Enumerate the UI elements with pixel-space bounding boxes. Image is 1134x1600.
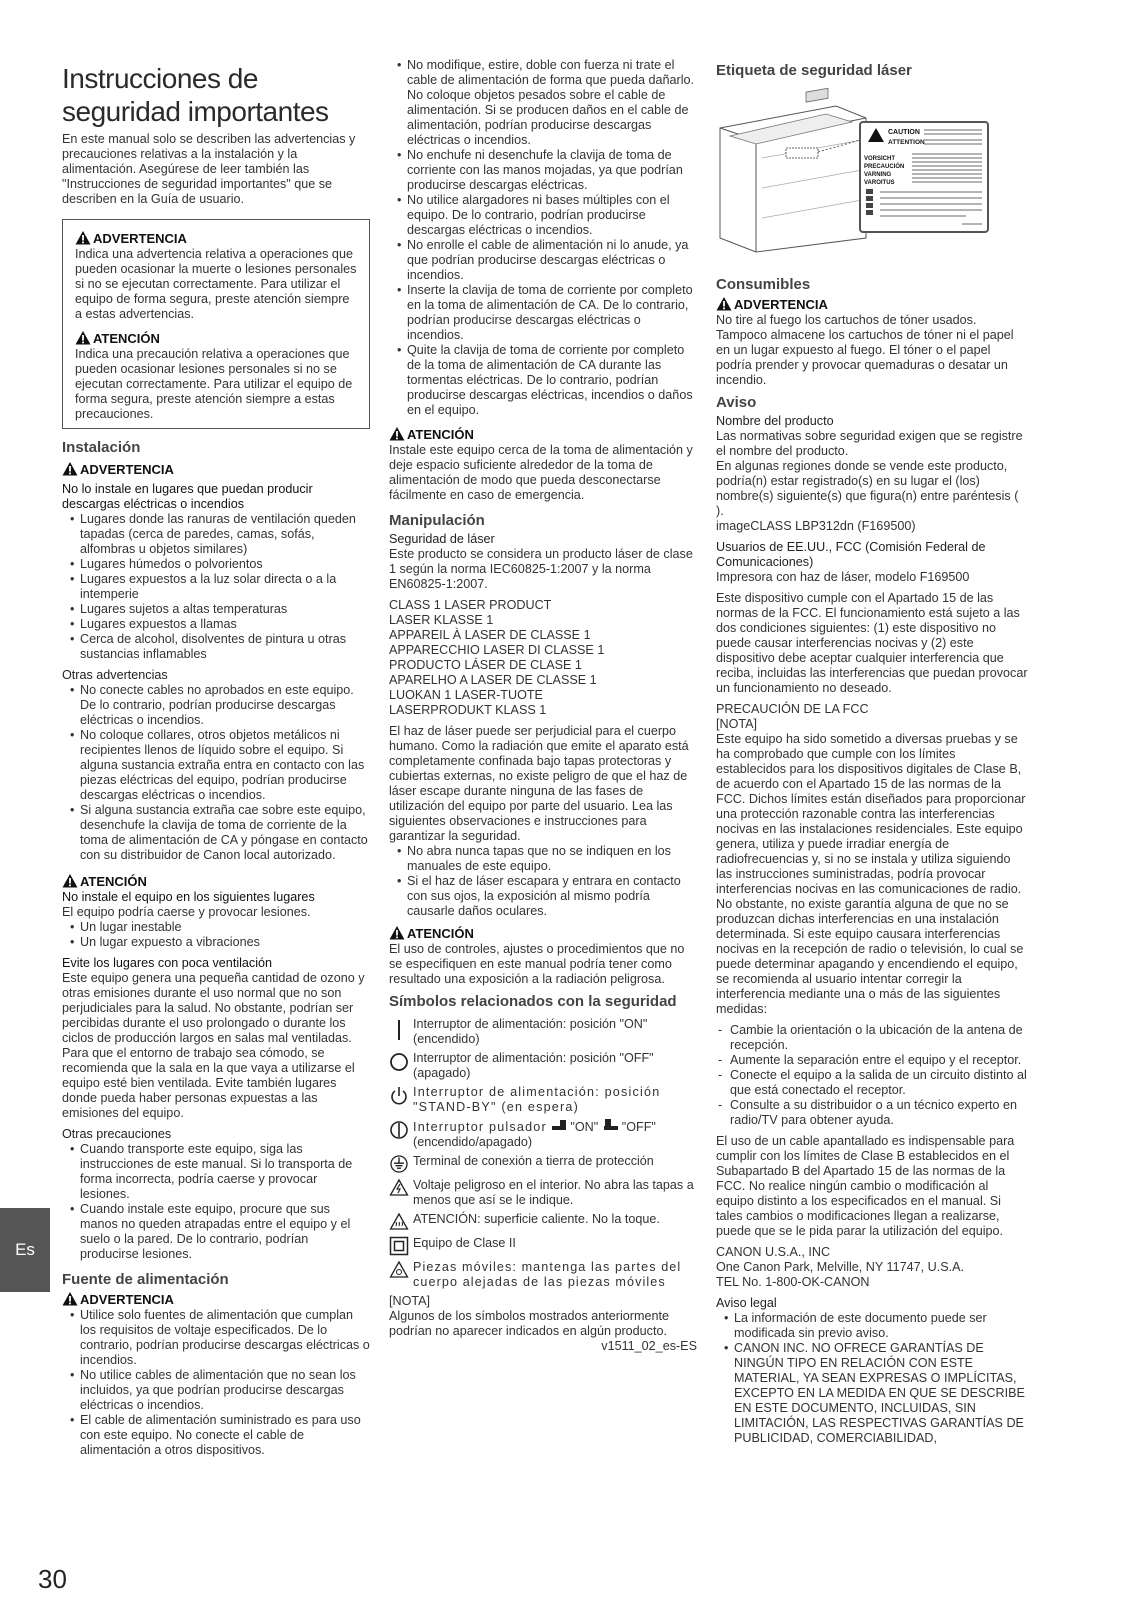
subheading: Evite los lugares con poca ventilación: [62, 956, 273, 970]
subheading: Aviso legal: [716, 1296, 777, 1310]
note-label: [NOTA]: [389, 1294, 431, 1308]
paragraph: Este equipo genera una pequeña cantidad de ozono y otras emisiones durante el uso normal que no son perjudiciales para la salud. No obstante, podrían ser percibidas durante el uso prolongado o durante los ciclos de producción largos en salas mal ventiladas. Para que el entorno de trabajo sea cómodo, se recomienda que la sala en la que vaya a utilizarse el equipo esté bien ventilada. Evite también lugares donde pueda haber personas expuestas a las emisiones del equipo.: [62, 971, 365, 1120]
laser-label-illustration: [716, 88, 992, 253]
warning-heading: ADVERTENCIA: [716, 296, 1028, 312]
laser-class-line: APPAREIL À LASER DE CLASSE 1: [389, 628, 591, 642]
caution-heading: ATENCIÓN: [75, 330, 357, 346]
list-item: • CANON INC. NO OFRECE GARANTÍAS DE NINGÚN TIPO EN RELACIÓN CON ESTE MATERIAL, YA SEAN EXPRESAS O IMPLÍCITAS, EXCEPTO EN LA MEDIDA EN QUE SE DESCRIBE EN ESTE DOCUMENTO, INCLUIDAS, SIN LIMITACIÓN, LAS RESPECTIVAS GARANTÍAS DE PUBLICIDAD, COMERCIABILIDAD,: [716, 1341, 1028, 1446]
laser-class-line: CLASS 1 LASER PRODUCT: [389, 598, 552, 612]
symbol-row: Interruptor de alimentación: posición "ON" (encendido): [389, 1017, 697, 1047]
symbol-row: Interruptor de alimentación: posición "OFF" (apagado): [389, 1051, 697, 1081]
list-item: • El cable de alimentación suministrado es para uso con este equipo. No conecte el cable de alimentación a otros dispositivos.: [62, 1413, 370, 1458]
handling-list: [389, 844, 697, 919]
subheading: Nombre del producto: [716, 414, 834, 428]
label-attention: ATTENTION: [888, 139, 925, 146]
symbol-row: Equipo de Clase II: [389, 1236, 697, 1256]
intro-text: En este manual solo se describen las advertencias y precauciones relativas a la instalación y la alimentación. Asegúrese de leer también las "Instrucciones de seguridad importantes" que se describen en la Guía de usuario.: [62, 132, 356, 206]
label-caution: CAUTION: [888, 129, 920, 136]
list-item: - Consulte a su distribuidor o a un técnico experto en radio/TV para obtener ayuda.: [716, 1098, 1028, 1128]
laser-class-line: APARELHO A LASER DE CLASSE 1: [389, 673, 597, 687]
caution-icon: [62, 873, 78, 889]
list-item: • No modifique, estire, doble con fuerza ni trate el cable de alimentación de forma que pueda dañarlo. No coloque objetos pesados sobre el cable de alimentación. Si se producen daños en el cable de alimentación, podrían producirse descargas eléctricas o incendios.: [389, 58, 697, 148]
symbol-row: Interruptor pulsador "ON" "OFF" (encendido/apagado): [389, 1119, 697, 1150]
list-item: • Cuando instale este equipo, procure que sus manos no queden atrapadas entre el equipo y el suelo o la pared. De lo contrario, podrían producirse lesiones.: [62, 1202, 370, 1262]
laser-class-line: LASER KLASSE 1: [389, 613, 494, 627]
list-item: - Conecte el equipo a la salida de un circuito distinto al que está conectado el receptor.: [716, 1068, 1028, 1098]
power-list-continued: [389, 58, 697, 418]
subheading: Seguridad de láser: [389, 532, 495, 546]
list-item: • No enchufe ni desenchufe la clavija de toma de corriente con las manos mojadas, ya que podrían producirse descargas eléctricas.: [389, 148, 697, 193]
list-item: • Utilice solo fuentes de alimentación que cumplan los requisitos de voltaje especificados. De lo contrario, podrían producirse descargas eléctricas o incendios.: [62, 1308, 370, 1368]
laser-class-list: [389, 598, 697, 718]
caution-heading: ATENCIÓN: [62, 873, 370, 889]
standby-icon: [389, 1085, 409, 1107]
list-item: • Quite la clavija de toma de corriente por completo de la toma de alimentación de CA durante las tormentas eléctricas. De lo contrario, podrían producirse descargas eléctricas, incendios o daños en el equipo.: [389, 343, 697, 418]
install-list-3: [62, 920, 370, 950]
section-heading-handling: Manipulación: [389, 512, 485, 529]
label-lang: VARNING: [864, 172, 892, 178]
subheading: Otras precauciones: [62, 1127, 172, 1141]
power-on-icon: [390, 1017, 408, 1043]
warning-description: Indica una advertencia relativa a operaciones que pueden ocasionar la muerte o lesiones personales si no se ejecutan correctamente. Para utilizar el equipo de forma segura, preste atención siempre a estas advertencias.: [75, 247, 357, 321]
list-item: • Cerca de alcohol, disolventes de pintura u otras sustancias inflamables: [62, 632, 370, 662]
high-voltage-icon: [389, 1178, 409, 1198]
note-label: [NOTA]: [716, 717, 758, 731]
list-item: - Aumente la separación entre el equipo y el receptor.: [716, 1053, 1028, 1068]
earth-ground-icon: [389, 1154, 409, 1174]
list-item: • Lugares donde las ranuras de ventilación queden tapadas (cerca de paredes, camas, sofás, alfombras u objetos similares): [62, 512, 370, 557]
model-name: imageCLASS LBP312dn (F169500): [716, 519, 916, 533]
warning-icon: [62, 461, 78, 477]
paragraph: El uso de controles, ajustes o procedimientos que no se especifiquen en este manual podría tener como resultado una exposición a la radiación peligrosa.: [389, 942, 685, 986]
legend-box: [62, 219, 370, 429]
version-text: v1511_02_es-ES: [601, 1339, 697, 1353]
list-item: • Lugares sujetos a altas temperaturas: [62, 602, 370, 617]
list-item: • No coloque collares, otros objetos metálicos ni recipientes llenos de líquido sobre el equipo. Si alguna sustancia extraña entra en contacto con las piezas eléctricas del equipo, podrían producirse descargas eléctricas o incendios.: [62, 728, 370, 803]
label-lang: PRECAUCIÓN: [864, 164, 905, 170]
symbol-row: ATENCIÓN: superficie caliente. No la toque.: [389, 1212, 697, 1232]
list-item: • No abra nunca tapas que no se indiquen en los manuales de este equipo.: [389, 844, 697, 874]
laser-class-line: APPARECCHIO LASER DI CLASSE 1: [389, 643, 605, 657]
list-item: • No utilice alargadores ni bases múltiples con el equipo. De lo contrario, podrían producirse descargas eléctricas o incendios.: [389, 193, 697, 238]
paragraph: Las normativas sobre seguridad exigen que se registre el nombre del producto. En algunas regiones donde se vende este producto, podría(n) estar registrado(s) en su lugar el (los) nombre(s) siguiente(s) que figura(n) entre paréntesis ( ).: [716, 429, 1023, 518]
list-item: • No utilice cables de alimentación que no sean los incluidos, ya que podrían producirse descargas eléctricas o incendios.: [62, 1368, 370, 1413]
push-switch-icon: [389, 1119, 409, 1141]
fcc-caution-heading: PRECAUCIÓN DE LA FCC: [716, 702, 869, 716]
switch-off-icon: [602, 1119, 622, 1131]
warning-icon: [716, 296, 732, 312]
section-heading-consumables: Consumibles: [716, 276, 811, 293]
list-item: • Lugares húmedos o polvorientos: [62, 557, 370, 572]
list-item: • No conecte cables no aprobados en este equipo. De lo contrario, podrían producirse descargas eléctricas o incendios.: [62, 683, 370, 728]
caution-heading: ATENCIÓN: [389, 426, 697, 442]
caution-icon: [75, 330, 91, 346]
address: CANON U.S.A., INC One Canon Park, Melville, NY 11747, U.S.A. TEL No. 1-800-OK-CANON: [716, 1245, 965, 1289]
section-heading-power: Fuente de alimentación: [62, 1271, 229, 1288]
caution-icon: [389, 925, 405, 941]
symbol-row: Terminal de conexión a tierra de protección: [389, 1154, 697, 1174]
paragraph: Instale este equipo cerca de la toma de alimentación y deje espacio suficiente alrededor de la toma de alimentación de modo que pueda desconectarse fácilmente en caso de emergencia.: [389, 443, 693, 502]
list-item: • Cuando transporte este equipo, siga las instrucciones de este manual. Si lo transporta de forma incorrecta, podría caerse y provocar lesiones.: [62, 1142, 370, 1202]
moving-parts-icon: [389, 1260, 409, 1280]
list-item: • Si el haz de láser escapara y entrara en contacto con sus ojos, la exposición al mismo podría causarle daños oculares.: [389, 874, 697, 919]
install-list-1: [62, 512, 370, 662]
caution-heading: ATENCIÓN: [389, 925, 697, 941]
caution-icon: [389, 426, 405, 442]
list-item: • Un lugar inestable: [62, 920, 370, 935]
column-left: [62, 58, 370, 1464]
paragraph: El uso de un cable apantallado es indispensable para cumplir con los límites de Clase B establecidos en el Subapartado B del Apartado 15 de las normas de la FCC. No realice ningún cambio o modificación al equipo distinto a los especificados en el manual. Si tales cambios o modificaciones llegan a realizarse, puede que se le pida parar la utilización del equipo.: [716, 1134, 1015, 1238]
section-heading-notice: Aviso: [716, 394, 757, 411]
page-number: 30: [38, 1564, 67, 1594]
laser-class-line: LASERPRODUKT KLASS 1: [389, 703, 547, 717]
paragraph: El equipo podría caerse y provocar lesiones.: [62, 905, 311, 919]
warning-heading: ADVERTENCIA: [75, 230, 357, 246]
warning-heading: ADVERTENCIA: [62, 461, 370, 477]
section-heading-symbols: Símbolos relacionados con la seguridad: [389, 993, 677, 1010]
list-item: • No enrolle el cable de alimentación ni lo anude, ya que podrían producirse descargas eléctricas o incendios.: [389, 238, 697, 283]
subheading: No instale el equipo en los siguientes lugares: [62, 890, 315, 904]
section-heading-installation: Instalación: [62, 439, 141, 456]
section-heading-laser-label: Etiqueta de seguridad láser: [716, 62, 912, 79]
install-list-2: [62, 683, 370, 863]
page-title: Instrucciones de seguridad importantes: [62, 63, 329, 127]
install-list-5: [62, 1142, 370, 1262]
subheading: Otras advertencias: [62, 668, 168, 682]
legal-list: [716, 1311, 1028, 1446]
language-tab: Es: [0, 1208, 50, 1292]
column-right: [716, 58, 1028, 1452]
paragraph: Impresora con haz de láser, modelo F169500: [716, 570, 970, 584]
list-item: • Lugares expuestos a la luz solar directa o a la intemperie: [62, 572, 370, 602]
symbol-row: Voltaje peligroso en el interior. No abra las tapas a menos que así se le indique.: [389, 1178, 697, 1208]
subheading: Usuarios de EE.UU., FCC (Comisión Federal de Comunicaciones): [716, 540, 986, 569]
list-item: • Lugares expuestos a llamas: [62, 617, 370, 632]
note-text: Algunos de los símbolos mostrados anteriormente podrían no aparecer indicados en algún producto.: [389, 1309, 670, 1338]
warning-heading: ADVERTENCIA: [62, 1291, 370, 1307]
laser-class-line: PRODUCTO LÁSER DE CLASE 1: [389, 658, 582, 672]
paragraph: Este equipo ha sido sometido a diversas pruebas y se ha comprobado que cumple con los límites establecidos para los dispositivos digitales de Clase B, de acuerdo con el Apartado 15 de las normas de la FCC. Dichos límites están diseñados para proporcionar una protección razonable contra las interferencias nocivas en las instalaciones residenciales. Este equipo genera, utiliza y puede irradiar energía de radiofrecuencias y, si no se instala y utiliza siguiendo las instrucciones suministradas, podría provocar interferencias nocivas en las comunicaciones de radio. No obstante, no existe garantía alguna de que no se produzcan dichas interferencias en una instalación determinada. Si este equipo causara interferencias nocivas en la recepción de radio o televisión, lo cual se puede determinar apagando y encendiendo el equipo, se recomienda al usuario intentar corregir la interferencia mediante una o más de las siguientes medidas:: [716, 732, 1026, 1016]
power-list: [62, 1308, 370, 1458]
label-lang: VAROITUS: [864, 180, 895, 186]
list-item: • Inserte la clavija de toma de corriente por completo en la toma de alimentación de CA. De lo contrario, podrían producirse descargas eléctricas o incendios.: [389, 283, 697, 343]
fcc-measures-list: [716, 1023, 1028, 1128]
symbol-row: Interruptor de alimentación: posición "STAND-BY" (en espera): [389, 1085, 697, 1115]
hot-surface-icon: [389, 1212, 409, 1232]
subheading: No lo instale en lugares que puedan producir descargas eléctricas o incendios: [62, 482, 313, 511]
column-middle: [389, 58, 697, 1360]
paragraph: Este dispositivo cumple con el Apartado 15 de las normas de la FCC. El funcionamiento está sujeto a las dos condiciones siguientes: (1) este dispositivo no puede causar interferencias nocivas y (2) este dispositivo debe aceptar cualquier interferencia que reciba, incluidas las interferencias que puedan provocar un funcionamiento no deseado.: [716, 591, 1028, 695]
warning-icon: [62, 1291, 78, 1307]
power-off-icon: [389, 1051, 409, 1073]
list-item: - Cambie la orientación o la ubicación de la antena de recepción.: [716, 1023, 1028, 1053]
warning-icon: [75, 230, 91, 246]
list-item: • Un lugar expuesto a vibraciones: [62, 935, 370, 950]
list-item: • La información de este documento puede ser modificada sin previo aviso.: [716, 1311, 1028, 1341]
symbol-row: Piezas móviles: mantenga las partes del cuerpo alejadas de las piezas móviles: [389, 1260, 697, 1290]
class-ii-icon: [389, 1236, 409, 1256]
caution-description: Indica una precaución relativa a operaciones que pueden ocasionar lesiones personales si no se ejecutan correctamente. Para utilizar el equipo de forma segura, preste atención siempre a estas precauciones.: [75, 347, 353, 421]
label-lang: VORSICHT: [864, 156, 896, 162]
switch-on-icon: [550, 1119, 570, 1131]
paragraph: Este producto se considera un producto láser de clase 1 según la norma IEC60825-1:2007 y la norma EN60825-1:2007.: [389, 547, 693, 591]
list-item: • Si alguna sustancia extraña cae sobre este equipo, desenchufe la clavija de toma de corriente de la toma de alimentación de CA y póngase en contacto con su distribuidor de Canon local autorizado.: [62, 803, 370, 863]
paragraph: No tire al fuego los cartuchos de tóner usados. Tampoco almacene los cartuchos de tóner ni el papel en un lugar expuesto al fuego. El tóner o el papel podría prender y provocar quemaduras o desatar un incendio.: [716, 313, 1014, 387]
laser-class-line: LUOKAN 1 LASER-TUOTE: [389, 688, 543, 702]
paragraph: El haz de láser puede ser perjudicial para el cuerpo humano. Como la radiación que emite el aparato está completamente confinada bajo tapas protectoras y cubiertas externas, no existe peligro de que el haz de láser escape durante ninguna de las fases de utilización del equipo por parte del usuario. Lea las siguientes observaciones e instrucciones para garantizar la seguridad.: [389, 724, 689, 843]
